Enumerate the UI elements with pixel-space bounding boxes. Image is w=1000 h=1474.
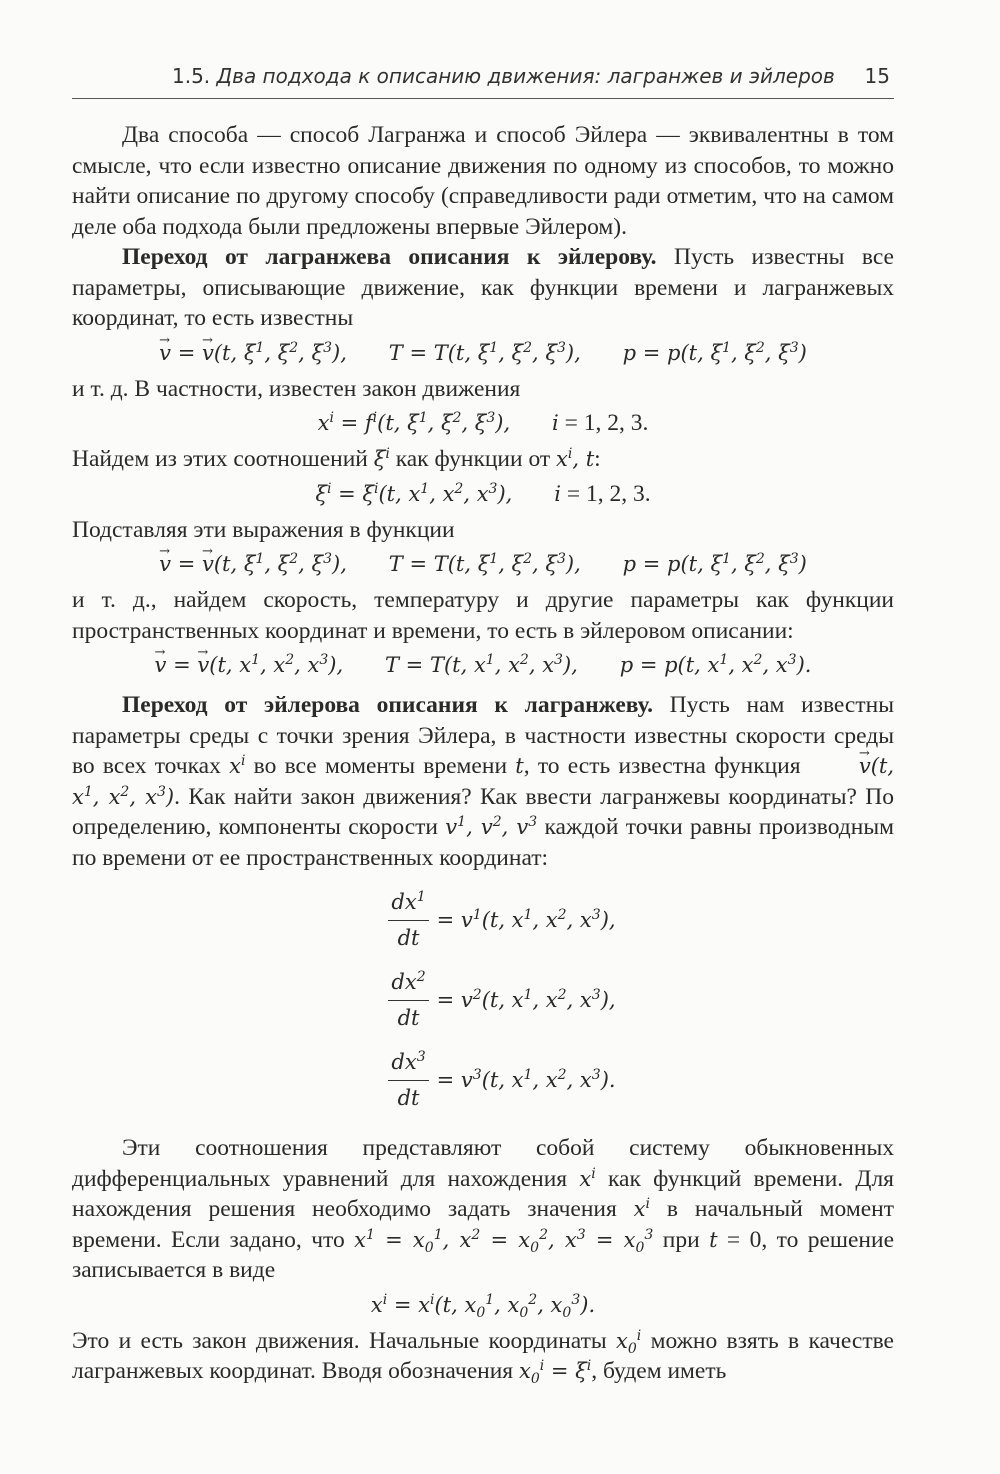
page-number: 15 (864, 64, 890, 88)
equation-solution: $x^i = x^i(t$, $x_0^1$, $x_0^2$, $x_0^3$). (370, 1291, 596, 1321)
ode-system (72, 887, 894, 1113)
equation-params-lagrange-2: v → = v →(t, $\xi^1$, $\xi^2$, $\xi^3$), T = T(t, $\xi^1$, $\xi^2$, $\xi^3$), p = p(t, $\xi^1$, $\xi^2$, $\xi^3$) (72, 549, 894, 579)
ode-row-2: $\frac{dx^2}{dt}$ = $v^2(t$, $x^1$, $x^2$, $x^3$), (110, 967, 894, 1033)
heading-lagrange-to-euler: Переход от лагранжева описания к эйлерову. (122, 244, 657, 270)
paragraph-1: Два способа — способ Лагранжа и способ Эйлера — эквивалентны в том смысле, что если известно описание движения по одному из способов, то можно найти описание по другому способу (справедливости ради отметим, что на самом деле оба подхода были предложены впервые Эйлером). (72, 122, 894, 240)
equation-law-of-motion: $x^i = f^i(t$, $\xi^1$, $\xi^2$, $\xi^3$), i = 1, 2, 3. (317, 410, 649, 436)
equation-params-euler: v → = v →(t, $x^1$, $x^2$, $x^3$), T = T(t, $x^1$, $x^2$, $x^3$), p = p(t, $x^1$, $x^2$, $x^3$). (72, 650, 894, 680)
running-header (72, 58, 894, 99)
paragraph-6: и т. д., найдем скорость, температуру и другие параметры как функции пространственных координат и времени, то есть в эйлеровом описании: (72, 587, 894, 644)
ode-row-3: $\frac{dx^3}{dt}$ = $v^3(t$, $x^1$, $x^2$, $x^3$). (110, 1047, 894, 1113)
paragraph-5: Подставляя эти выражения в функции (72, 516, 455, 543)
paragraph-7: Переход от эйлерова описания к лагранжеву. Пусть нам известны параметры среды с точки зрения Эйлера, в частности известны скорости среды во всех точках $x^i$ во все моменты времени t, то есть известна функция v →(t, $x^1$, $x^2$, $x^3$). Как найти закон движения? Как ввести лагранжевы координаты? По определению, компоненты скорости $v^1$, $v^2$, $v^3$ каждой точки равны производным по времени от ее пространственных координат: (72, 690, 894, 873)
paragraph-4: Найдем из этих соотношений $\xi^i$ как функции от $x^i$, t: (72, 446, 601, 472)
paragraph-8: Эти соотношения представляют собой систему обыкновенных дифференциальных уравнений для нахождения $x^i$ как функций времени. Для нахождения решения необходимо задать значения $x^i$ в начальный момент времени. Если задано, что $x^1 = x_0^1$, $x^2 = x_0^2$, $x^3 = x_0^3$ при t = 0, то решение записывается в виде (72, 1135, 895, 1283)
paragraph-3: и т. д. В частности, известен закон движения (72, 375, 521, 402)
ode-row-1: $\frac{dx^1}{dt}$ = $v^1(t$, $x^1$, $x^2$, $x^3$), (110, 887, 894, 953)
paragraph-2: Переход от лагранжева описания к эйлерову. Пусть известны все параметры, описывающие движение, как функции времени и лагранжевых координат, то есть известны (72, 244, 894, 331)
paragraph-9: Это и есть закон движения. Начальные координаты $x_0^i$ можно взять в качестве лагранжевых координат. Вводя обозначения $x_0^i = \xi^i$, будем иметь (72, 1327, 894, 1388)
equation-xi-inverse: $\xi^i = \xi^i(t$, $x^1$, $x^2$, $x^3$), i = 1, 2, 3. (315, 480, 651, 507)
header-title: 1.5. Два подхода к описанию движения: лагранжев и эйлеров (172, 64, 835, 88)
equation-params-lagrange: v → = v →(t, $\xi^1$, $\xi^2$, $\xi^3$), T = T(t, $\xi^1$, $\xi^2$, $\xi^3$), p = p(t, $\xi^1$, $\xi^2$, $\xi^3$) (72, 338, 894, 368)
page-body (72, 120, 894, 1387)
heading-euler-to-lagrange: Переход от эйлерова описания к лагранжеву. (122, 692, 653, 718)
